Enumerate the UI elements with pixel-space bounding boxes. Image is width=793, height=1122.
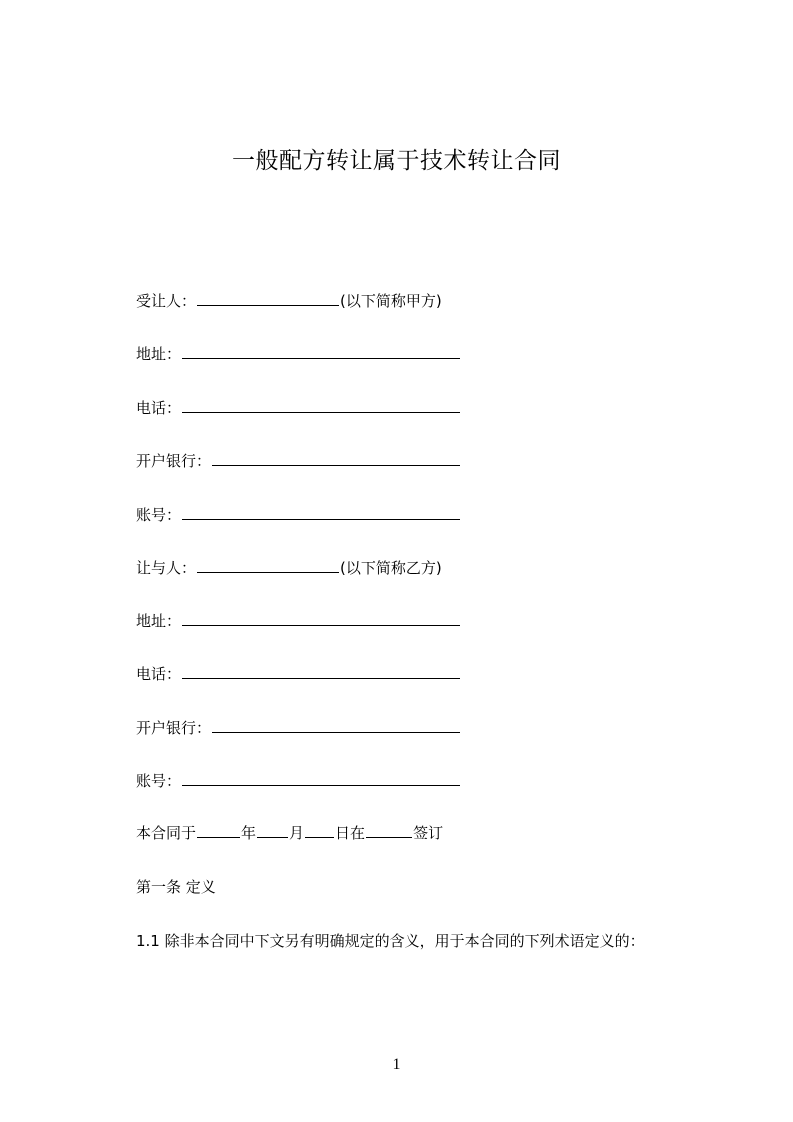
signing-year-blank[interactable]	[197, 823, 240, 838]
signing-prefix: 本合同于	[136, 824, 197, 842]
party-b-address-blank[interactable]	[182, 611, 460, 626]
signing-place-blank[interactable]	[366, 823, 412, 838]
party-b-phone-line	[136, 663, 461, 685]
party-b-name-blank[interactable]	[197, 558, 339, 573]
party-a-account-line	[136, 504, 461, 526]
party-b-account-blank[interactable]	[182, 771, 460, 786]
party-a-account-label: 账号：	[136, 506, 182, 524]
party-a-bank-line	[136, 450, 461, 472]
signing-signed-label: 签订	[413, 824, 444, 842]
party-a-address-blank[interactable]	[182, 344, 460, 359]
party-a-name-label: 受让人：	[136, 292, 197, 310]
party-a-phone-label: 电话：	[136, 399, 182, 417]
signing-day-label: 日在	[335, 824, 366, 842]
party-b-bank-line	[136, 717, 461, 739]
party-a-address-line	[136, 343, 461, 365]
page-number: 1	[392, 1056, 401, 1073]
party-a-phone-blank[interactable]	[182, 398, 460, 413]
party-b-address-label: 地址：	[136, 612, 182, 630]
clause-1-1: 1.1 除非本合同中下文另有明确规定的含义，用于本合同的下列术语定义的：	[136, 932, 645, 950]
article-1-heading: 第一条 定义	[136, 878, 216, 896]
party-b-phone-blank[interactable]	[182, 664, 460, 679]
party-a-phone-line	[136, 397, 461, 419]
signing-year-label: 年	[241, 824, 257, 842]
party-a-name-line	[136, 290, 442, 312]
signing-month-blank[interactable]	[257, 823, 288, 838]
document-title: 一般配方转让属于技术转让合同	[232, 148, 561, 174]
party-b-name-suffix: (以下简称乙方)	[340, 559, 442, 577]
party-b-name-label: 让与人：	[136, 559, 197, 577]
signing-month-label: 月	[289, 824, 305, 842]
party-b-account-label: 账号：	[136, 772, 182, 790]
signing-line	[136, 822, 443, 844]
party-b-bank-label: 开户银行：	[136, 719, 212, 737]
party-a-bank-label: 开户银行：	[136, 452, 212, 470]
signing-day-blank[interactable]	[305, 823, 334, 838]
party-b-address-line	[136, 610, 461, 632]
party-b-phone-label: 电话：	[136, 665, 182, 683]
party-a-bank-blank[interactable]	[212, 451, 460, 466]
party-a-account-blank[interactable]	[182, 505, 460, 520]
party-a-name-suffix: (以下简称甲方)	[340, 292, 442, 310]
party-a-name-blank[interactable]	[197, 291, 339, 306]
party-b-bank-blank[interactable]	[212, 718, 460, 733]
party-b-name-line	[136, 557, 442, 579]
party-a-address-label: 地址：	[136, 345, 182, 363]
party-b-account-line	[136, 770, 461, 792]
